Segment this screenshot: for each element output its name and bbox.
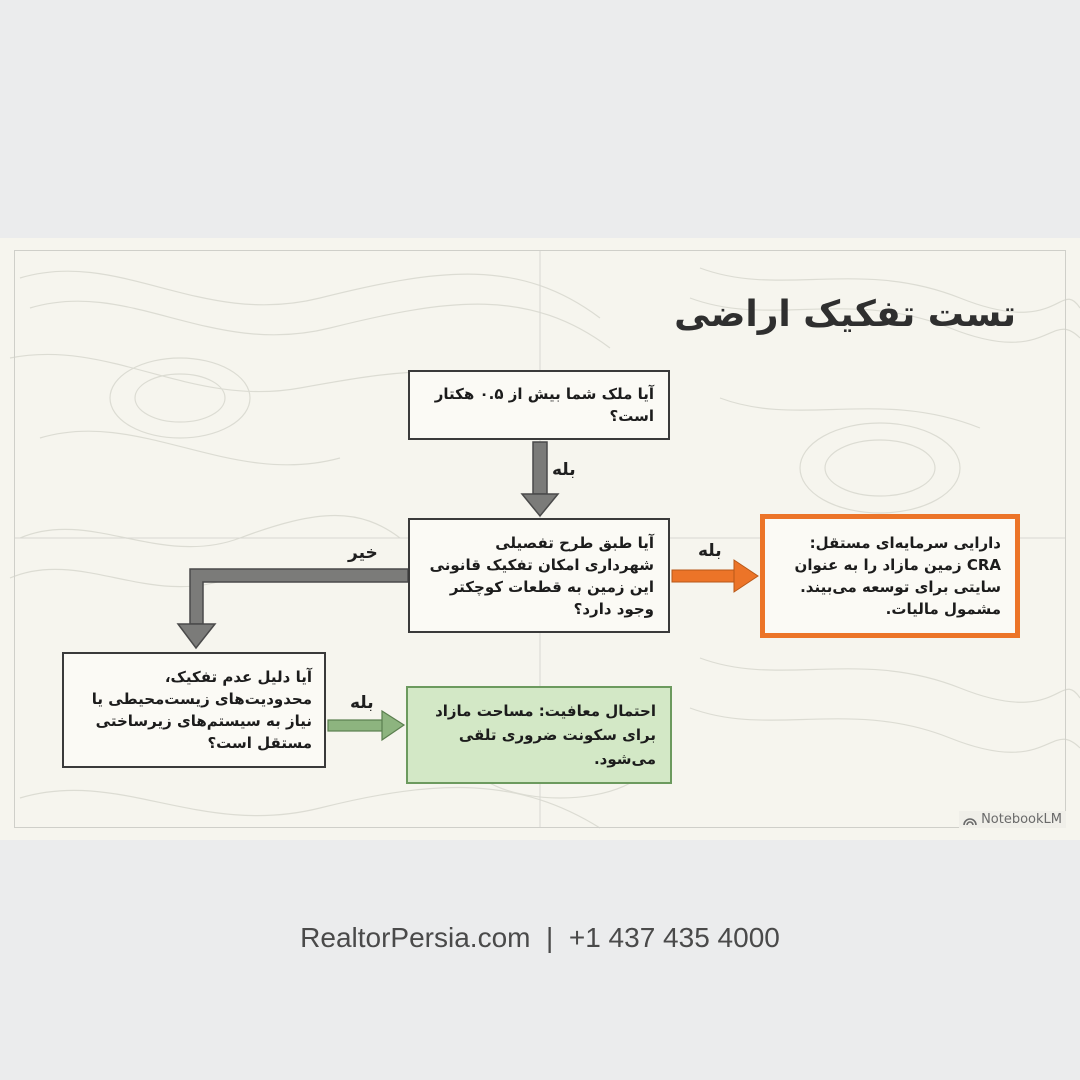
outcome-cra-text: دارایی سرمایه‌ای مستقل: CRA زمین مازاد را به عنوان سایتی برای توسعه می‌بیند. مشمول مالیات. (794, 534, 1001, 618)
outcome-exempt-text: احتمال معافیت: مساحت مازاد برای سکونت ضروری تلقی می‌شود. (435, 702, 656, 768)
question-reason-text: آیا دلیل عدم تفکیک، محدودیت‌های زیست‌محیطی یا نیاز به سیستم‌های زیرساختی مستقل است؟ (91, 668, 312, 752)
question-box-area (408, 370, 670, 440)
edge-label-q3-yes: بله (350, 693, 374, 713)
diagram-title: تست تفکیک اراضی (674, 294, 1016, 335)
edge-label-q2-no: خیر (348, 543, 378, 563)
question-box-subdivision (408, 518, 670, 633)
arrow-q2-to-q3 (178, 569, 408, 648)
footer-contact: RealtorPersia.com | +1 437 435 4000 (300, 922, 780, 953)
edge-label-q2-yes: بله (698, 541, 722, 561)
outcome-box-exemption (406, 686, 672, 784)
watermark-text: NotebookLM (981, 812, 1062, 827)
arrow-q3-to-exempt (328, 711, 404, 740)
notebooklm-watermark (959, 811, 1066, 828)
question-box-reason (62, 652, 326, 768)
arrow-q2-to-cra (672, 560, 758, 592)
question-area-text: آیا ملک شما بیش از ۰.۵ هکتار است؟ (434, 385, 654, 425)
notebooklm-logo-icon (963, 814, 977, 826)
outcome-box-cra-taxable (760, 514, 1020, 638)
slide (0, 238, 1080, 840)
question-subdivision-text: آیا طبق طرح تفصیلی شهرداری امکان تفکیک قانونی این زمین به قطعات کوچکتر وجود دارد؟ (429, 533, 654, 618)
edge-label-q1-yes: بله (552, 460, 576, 480)
